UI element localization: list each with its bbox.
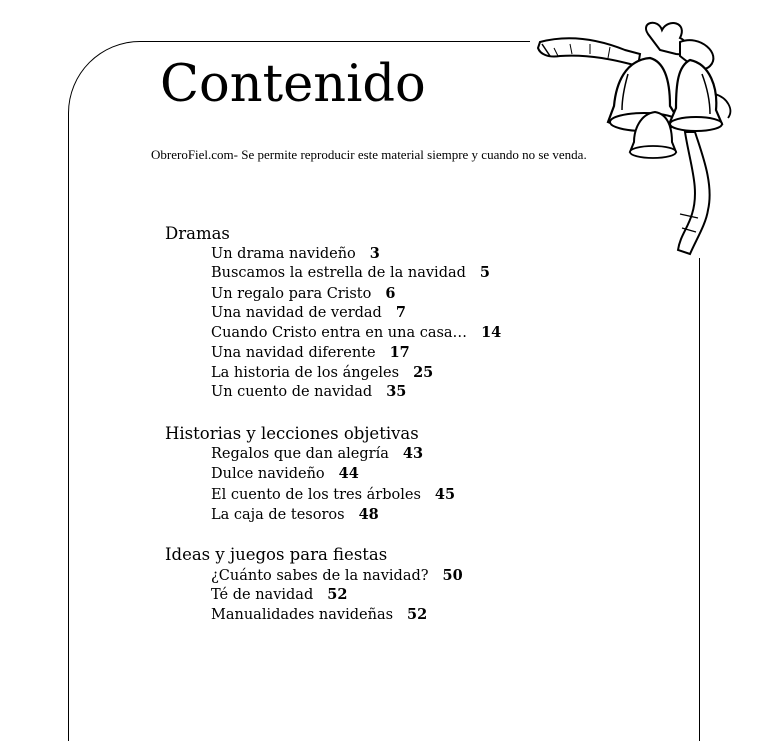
page-number: 6 xyxy=(385,285,396,302)
page-number: 35 xyxy=(386,383,407,400)
entry-title: La historia de los ángeles xyxy=(211,365,400,381)
entry-title: Un drama navideño xyxy=(211,246,356,262)
page-number: 43 xyxy=(402,445,424,462)
page-number: 25 xyxy=(413,364,434,381)
toc-entry[interactable] xyxy=(211,285,395,302)
section-heading: Ideas y juegos para fiestas xyxy=(165,545,388,564)
toc-entry[interactable] xyxy=(211,486,455,503)
entry-title: Un regalo para Cristo xyxy=(211,286,372,302)
toc-entry[interactable] xyxy=(211,445,423,462)
entry-title: Una navidad diferente xyxy=(211,345,376,361)
page-number: 52 xyxy=(327,586,348,603)
entry-title: Cuando Cristo entra en una casa… xyxy=(211,325,468,341)
toc-entry[interactable] xyxy=(211,567,463,584)
entry-title: Buscamos la estrella de la navidad xyxy=(211,265,466,281)
page-number: 52 xyxy=(407,606,428,623)
toc-entry[interactable] xyxy=(211,304,406,321)
page-number: 7 xyxy=(395,304,406,321)
toc-entry[interactable] xyxy=(211,245,380,262)
entry-title: La caja de tesoros xyxy=(211,507,345,523)
page-number: 3 xyxy=(369,245,380,262)
entry-title: Dulce navideño xyxy=(211,466,325,482)
entry-title: Una navidad de verdad xyxy=(211,305,382,321)
toc-entry[interactable] xyxy=(211,383,406,400)
toc-entry[interactable] xyxy=(211,586,347,603)
page-number: 44 xyxy=(338,465,359,482)
toc-entry[interactable] xyxy=(211,264,490,281)
entry-title: Manualidades navideñas xyxy=(211,607,394,623)
toc-entry[interactable] xyxy=(211,364,433,381)
entry-title: Té de navidad xyxy=(211,587,314,603)
page-number: 17 xyxy=(389,344,410,361)
toc-entry[interactable] xyxy=(211,465,359,482)
page-number: 45 xyxy=(434,486,456,503)
page-number: 50 xyxy=(442,567,463,584)
copyright-notice: ObreroFiel.com- Se permite reproducir este material siempre y cuando no se venda. xyxy=(151,147,587,162)
entry-title: El cuento de los tres árboles xyxy=(211,487,421,503)
toc-entry[interactable] xyxy=(211,344,410,361)
page-number: 14 xyxy=(481,324,502,341)
entry-title: Un cuento de navidad xyxy=(211,384,373,400)
page-title: Contenido xyxy=(160,55,426,114)
entry-title: Regalos que dan alegría xyxy=(211,446,389,462)
toc-entry[interactable] xyxy=(211,324,501,341)
entry-title: ¿Cuánto sabes de la navidad? xyxy=(211,568,429,584)
section-heading: Historias y lecciones objetivas xyxy=(165,424,419,443)
page-number: 48 xyxy=(358,506,379,523)
christmas-bells-icon xyxy=(530,14,742,258)
page-number: 5 xyxy=(479,264,490,281)
toc-entry[interactable] xyxy=(211,606,427,623)
section-heading: Dramas xyxy=(165,224,230,243)
toc-entry[interactable] xyxy=(211,506,379,523)
